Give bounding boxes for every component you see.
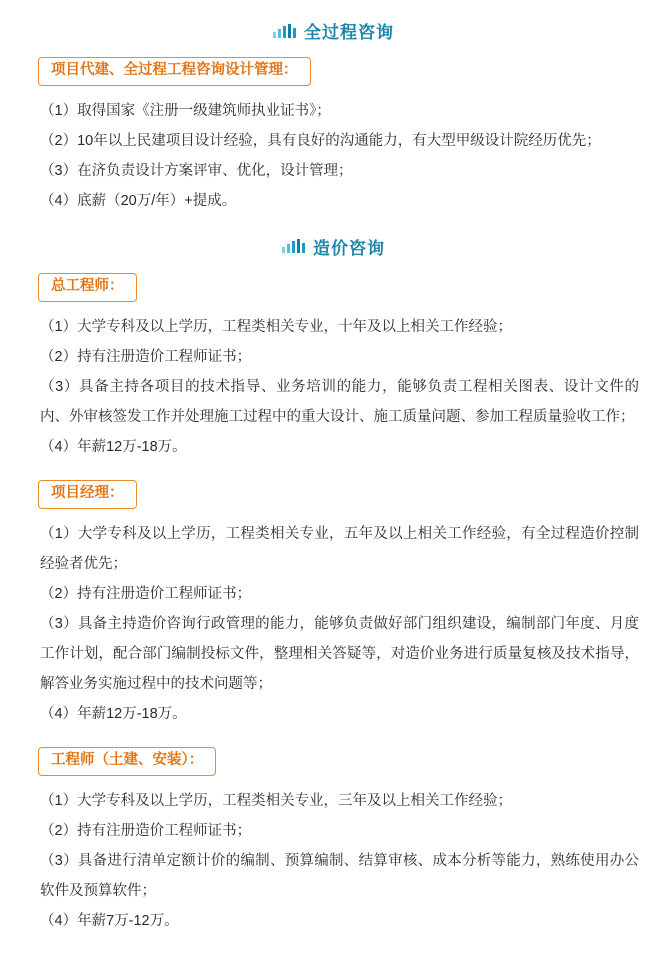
list-item: （1）取得国家《注册一级建筑师执业证书》； bbox=[40, 102, 331, 119]
job-requirements-list bbox=[22, 786, 645, 936]
list-item: （3）具备进行清单定额计价的编制、预算编制、结算审核、成本分析等能力，熟练使用办公软件及预算软件； bbox=[40, 852, 639, 899]
job-block bbox=[22, 480, 645, 729]
list-item: （1）大学专科及以上学历，工程类相关专业，三年及以上相关工作经验； bbox=[40, 792, 513, 809]
job-requirements-list bbox=[22, 312, 645, 462]
bar-chart-icon bbox=[273, 24, 296, 38]
list-item: （4）年薪7万-12万。 bbox=[40, 912, 179, 929]
job-requirements-list bbox=[22, 96, 645, 216]
list-item: （2）持有注册造价工程师证书； bbox=[40, 585, 252, 602]
section-cost-consulting bbox=[22, 234, 645, 936]
job-title: 项目经理： bbox=[38, 480, 137, 509]
list-item: （2）持有注册造价工程师证书； bbox=[40, 348, 252, 365]
list-item: （2）持有注册造价工程师证书； bbox=[40, 822, 252, 839]
section-whole-process-consulting bbox=[22, 18, 645, 216]
job-block bbox=[22, 57, 645, 216]
list-item: （2）10年以上民建项目设计经验，具有良好的沟通能力，有大型甲级设计院经历优先； bbox=[40, 132, 601, 149]
list-item: （3）具备主持造价咨询行政管理的能力，能够负责做好部门组织建设，编制部门年度、月度工作计划，配合部门编制投标文件，整理相关答疑等，对造价业务进行质量复核及技术指导，解答业务实施过程中的技术问题等； bbox=[40, 615, 639, 692]
job-block bbox=[22, 273, 645, 462]
list-item: （3）在济负责设计方案评审、优化，设计管理； bbox=[40, 162, 353, 179]
bar-chart-icon bbox=[282, 239, 305, 253]
job-title-container bbox=[38, 273, 645, 302]
job-title-container bbox=[38, 57, 645, 86]
job-block bbox=[22, 747, 645, 936]
section-heading bbox=[22, 234, 645, 259]
list-item: （4）年薪12万-18万。 bbox=[40, 438, 187, 455]
list-item: （4）年薪12万-18万。 bbox=[40, 705, 187, 722]
job-title-container bbox=[38, 747, 645, 776]
list-item: （3）具备主持各项目的技术指导、业务培训的能力，能够负责工程相关图表、设计文件的内、外审核签发工作并处理施工过程中的重大设计、施工质量问题、参加工程质量验收工作； bbox=[40, 378, 639, 425]
job-title: 工程师（土建、安装）： bbox=[38, 747, 216, 776]
section-title: 造价咨询 bbox=[313, 238, 385, 258]
job-requirements-list bbox=[22, 519, 645, 729]
list-item: （1）大学专科及以上学历，工程类相关专业，十年及以上相关工作经验； bbox=[40, 318, 513, 335]
list-item: （1）大学专科及以上学历，工程类相关专业，五年及以上相关工作经验，有全过程造价控制经验者优先； bbox=[40, 525, 639, 572]
section-title: 全过程咨询 bbox=[304, 23, 394, 42]
job-title: 总工程师： bbox=[38, 273, 137, 302]
job-title-container bbox=[38, 480, 645, 509]
section-heading bbox=[22, 18, 645, 43]
job-title: 项目代建、全过程工程咨询设计管理： bbox=[38, 57, 311, 86]
list-item: （4）底薪（20万/年）+提成。 bbox=[40, 192, 237, 209]
